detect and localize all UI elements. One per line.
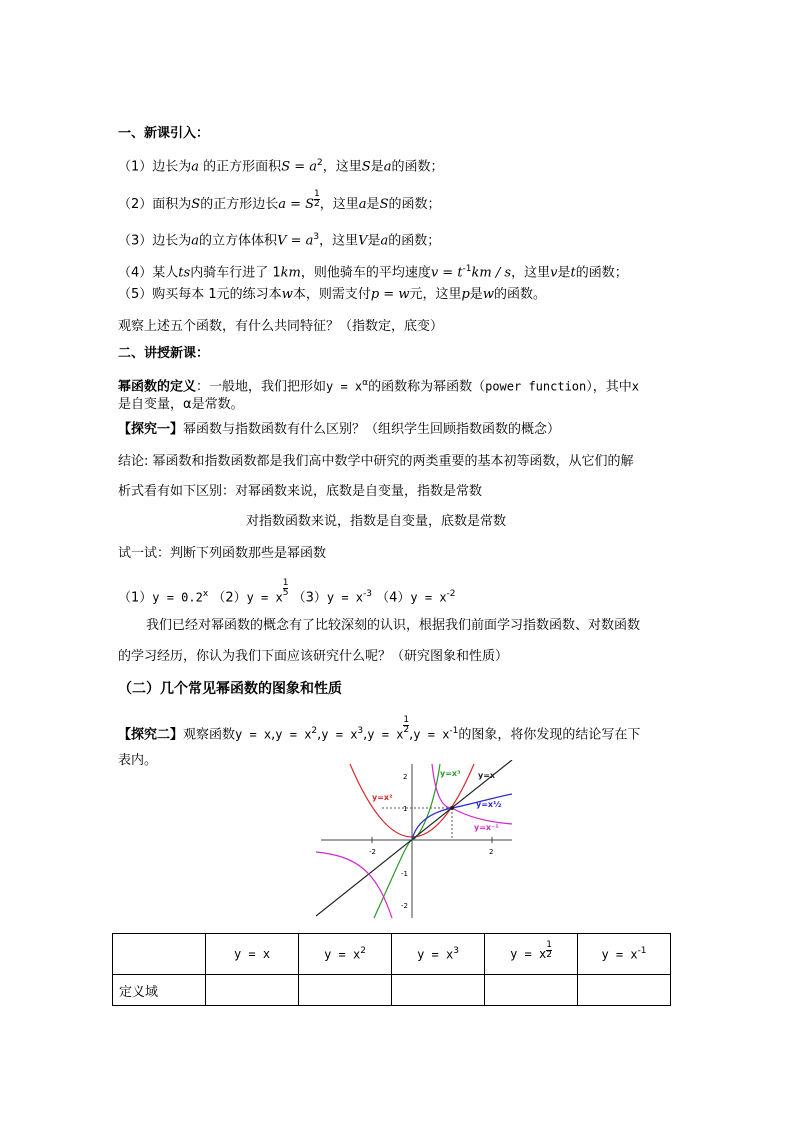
research-line-2: 的学习经历，你认为我们下面应该研究什么呢？（研究图象和性质）: [118, 649, 509, 664]
table-corner-cell: [113, 934, 206, 975]
formula: y = x: [233, 946, 271, 961]
formula: a = S: [278, 197, 315, 212]
item-index: （1）: [118, 590, 153, 606]
var: S: [191, 197, 201, 212]
exponent: -3: [363, 589, 372, 599]
text: 是: [370, 159, 384, 175]
properties-table: [112, 933, 671, 1006]
label-x: y=x: [478, 771, 496, 780]
var: a: [383, 159, 392, 175]
var: V: [358, 233, 368, 249]
intro-line-4: [118, 260, 628, 282]
text: ，这里: [511, 265, 551, 281]
fraction-exponent: [546, 941, 552, 960]
formula: y = x: [410, 590, 447, 605]
header-y-x3: [392, 934, 485, 975]
exponent: 2: [311, 726, 318, 736]
explore-2-line-2: 表内。: [118, 753, 158, 768]
power-function-graph: [316, 760, 516, 920]
formula: y = x: [275, 727, 312, 742]
try-items: [118, 578, 456, 607]
fraction-exponent: [403, 716, 409, 735]
text: ，这里: [319, 233, 359, 249]
tick-label-yneg1: -1: [401, 870, 408, 878]
formula: y = x: [326, 379, 363, 394]
text: （1）边长为: [118, 159, 192, 175]
text: 的立方体体积: [199, 233, 278, 249]
text: 的正方形面积: [199, 159, 282, 175]
text: 的正方形边长: [200, 197, 279, 212]
item-index: （4）: [376, 590, 411, 606]
header-y-x: [206, 934, 299, 975]
text: ，这里: [322, 159, 362, 175]
text: 观察函数: [183, 727, 236, 743]
var: S: [379, 197, 389, 212]
intro-line-2: [118, 189, 441, 214]
exponent: -1: [449, 726, 459, 736]
section-title-graphs: （二）几个常见幂函数的图象和性质: [118, 681, 342, 697]
table-cell: [578, 975, 671, 1006]
intro-line-5: [118, 286, 546, 304]
text: 是: [557, 265, 571, 281]
exponent: x: [202, 589, 209, 599]
header-y-sqrt: [485, 934, 578, 975]
formula: v = t: [430, 265, 463, 281]
section-title-intro: 一、新课引入：: [118, 126, 210, 141]
var: w: [281, 287, 293, 302]
research-line-1: 我们已经对幂函数的概念有了比较深刻的认识，根据我们前面学习指数函数、对数函数: [146, 618, 641, 633]
text: 的函数称为幂函数（: [368, 379, 486, 395]
text: ，则他骑车的平均速度: [300, 265, 431, 281]
text: 本，则需支付: [292, 287, 371, 302]
var: p: [461, 287, 470, 302]
item-index: （2）: [212, 590, 247, 606]
table-header-row: [113, 934, 671, 975]
text: 元，这里: [409, 287, 462, 302]
var: a: [380, 233, 389, 249]
text: ），其中: [586, 379, 632, 395]
var: S: [361, 159, 371, 175]
definition-line-1: [118, 374, 639, 396]
table-row: [113, 975, 671, 1006]
var: a: [358, 197, 367, 212]
formula: y = x: [417, 947, 454, 962]
unit: km / s: [471, 265, 512, 281]
tick-label-x-pos: 2: [489, 848, 494, 856]
text: 幂函数与指数函数有什么区别？（组织学生回顾指数函数的概念）: [183, 422, 561, 437]
item-index: （3）: [292, 590, 327, 606]
text: 内骑车行进了 1: [190, 265, 281, 281]
try-title: 试一试：判断下列函数那些是幂函数: [118, 546, 327, 561]
exponent: 2: [317, 158, 323, 168]
formula: p = w: [370, 287, 410, 302]
english-term: power function: [485, 379, 587, 394]
numerator: 1: [403, 715, 410, 725]
exponent: α: [362, 378, 369, 388]
denominator: 2: [314, 199, 320, 209]
row-label-domain: 定义域: [113, 975, 206, 1006]
text: 是: [366, 197, 380, 212]
intro-question: 观察上述五个函数，有什么共同特征？（指数定，底变）: [118, 319, 444, 334]
definition-label: 幂函数的定义: [118, 379, 197, 395]
numerator: 1: [546, 939, 552, 950]
text: 是: [469, 287, 483, 302]
denominator: 2: [403, 725, 410, 735]
tick-label-x-neg: -2: [369, 848, 376, 856]
var: ts: [178, 265, 191, 281]
section-title-new: 二、讲授新课：: [118, 346, 210, 361]
formula: y = x: [235, 727, 272, 742]
formula: y = 0.2: [152, 590, 203, 605]
text: 的图象，将你发现的结论写在下: [458, 727, 641, 743]
text: ，这里: [319, 197, 359, 212]
explore-1: [118, 421, 560, 439]
exponent: 2: [360, 945, 366, 956]
numerator: 1: [282, 578, 289, 588]
curve-x: [316, 760, 512, 916]
tick-label-yneg2: -2: [401, 902, 408, 910]
denominator: 5: [282, 588, 289, 598]
curve-x-cubed: [374, 764, 440, 918]
formula: y = x: [367, 727, 404, 742]
header-y-x2: [299, 934, 392, 975]
label-sqrt-x: y=x½: [476, 800, 502, 809]
tick-label-y1: 1: [403, 805, 408, 813]
intro-line-1: [118, 154, 443, 176]
tick-label-y2: 2: [403, 773, 408, 781]
definition-line-2: 是自变量，α是常数。: [118, 397, 244, 412]
table-cell: [299, 975, 392, 1006]
formula: y = x: [601, 947, 638, 962]
explore-2-line-1: 【探究二】观察函数$y = x,y = x^2,y = x^3,y = x$ $\frac{1}{2}$ $,y = x^{-1}$的图象，将你发现的结论写在下: [118, 715, 641, 743]
formula: y = x: [324, 947, 361, 962]
exponent: -1: [462, 264, 472, 274]
exponent: -1: [637, 945, 647, 956]
fraction-exponent: [283, 579, 289, 598]
var: x: [631, 379, 640, 394]
conclusion-line-1: 结论: 幂函数和指数函数都是我们高中数学中研究的两类重要的基本初等函数，从它们的解: [118, 454, 634, 469]
intro-line-3: [118, 228, 440, 250]
conclusion-line-3: 对指数函数来说，指数是自变量，底数是常数: [246, 514, 507, 529]
conclusion-line-2: 析式看有如下区别：对幂函数来说，底数是自变量，指数是常数: [118, 484, 483, 499]
numerator: 1: [314, 189, 320, 199]
formula: y = x: [246, 590, 283, 605]
label-x-squared: y=x²: [372, 793, 393, 802]
header-y-inverse: [578, 934, 671, 975]
explore-label: 【探究一】: [118, 422, 184, 437]
text: （5）购买每本 1元的练习本: [118, 287, 282, 302]
table-cell: [392, 975, 485, 1006]
var: v: [550, 265, 558, 281]
text: 的函数；: [388, 233, 441, 249]
var: t: [570, 265, 576, 281]
text: ：一般地，我们把形如: [196, 379, 327, 395]
exponent: 3: [313, 232, 320, 242]
exponent: -2: [446, 589, 456, 599]
text: （3）边长为: [118, 233, 192, 249]
text: （2）面积为: [118, 197, 192, 212]
label-inverse: y=x⁻¹: [474, 823, 499, 832]
text: 的函数；: [388, 197, 441, 212]
formula: S = a: [281, 159, 318, 175]
formula: V = a: [277, 233, 314, 249]
text: 的函数；: [391, 159, 444, 175]
exponent: 3: [357, 726, 364, 736]
formula: y = x: [510, 946, 547, 961]
explore-label: 【探究二】: [118, 727, 184, 743]
label-x-cubed: y=x³: [440, 769, 461, 778]
var: w: [482, 287, 494, 302]
table-cell: [206, 975, 299, 1006]
text: 的函数；: [575, 265, 628, 281]
denominator: 2: [546, 949, 552, 960]
text: （4）某人: [118, 265, 179, 281]
formula: y = x: [413, 727, 450, 742]
unit: km: [280, 265, 301, 281]
var: a: [191, 159, 200, 175]
intersection-point: [450, 806, 454, 810]
formula: y = x: [326, 590, 364, 605]
formula: y = x: [321, 727, 358, 742]
table-cell: [485, 975, 578, 1006]
exponent: 3: [453, 945, 459, 956]
text: 是: [367, 233, 381, 249]
text: 的函数。: [493, 287, 546, 302]
var: a: [191, 233, 200, 249]
